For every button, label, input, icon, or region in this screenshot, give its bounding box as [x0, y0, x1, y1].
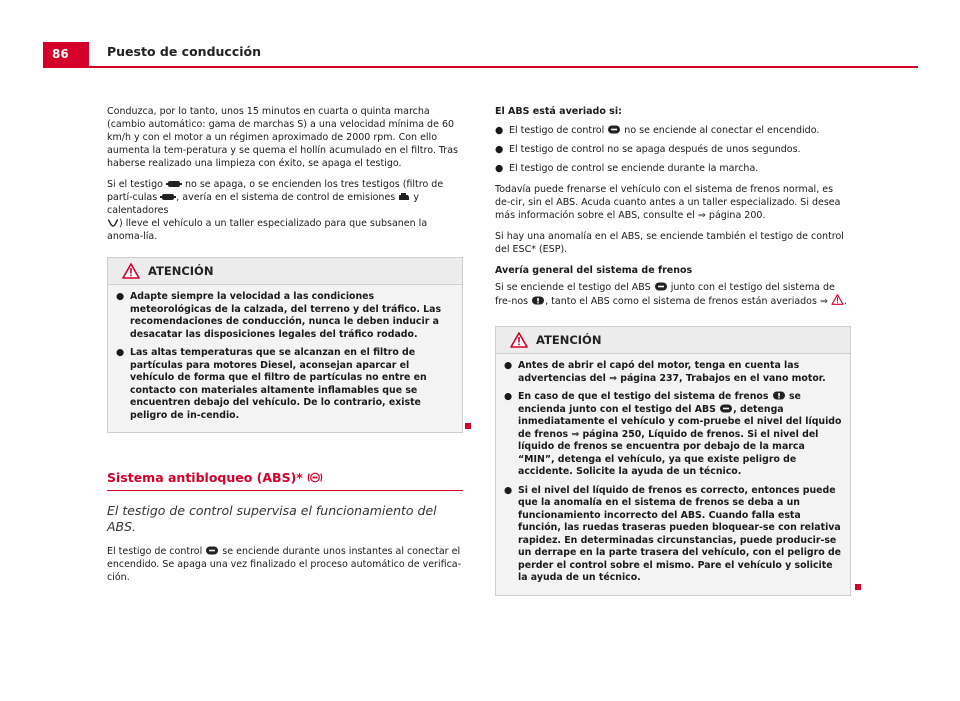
page-number: 86	[43, 42, 89, 66]
paragraph: El testigo de control se enciende durante unos instantes al conectar el encendido. Se apaga una vez finalizado el proceso automático de verifica-ción.	[107, 546, 462, 583]
warning-triangle-icon[interactable]	[831, 294, 844, 305]
left-column	[107, 105, 463, 592]
abs-icon	[307, 472, 323, 483]
list-item: ● El testigo de control se enciende durante la marcha.	[495, 163, 759, 174]
warning-header	[496, 327, 850, 354]
paragraph: Todavía puede frenarse el vehículo con el sistema de frenos normal, es de-cir, sin el ABS. Acuda cuanto antes a un taller especializado. Si desea más información sobre el ABS, consulte el ⇒ página 200.	[495, 184, 841, 221]
warning-title: ATENCIÓN	[148, 263, 214, 278]
warning-title: ATENCIÓN	[536, 332, 602, 347]
warning-box	[495, 326, 851, 596]
section-subtitle: El testigo de control supervisa el funcionamiento del ABS.	[107, 503, 437, 534]
warning-header	[108, 258, 462, 285]
header-divider	[43, 66, 918, 68]
subheading: Avería general del sistema de frenos	[495, 265, 693, 276]
paragraph: Si el testigo no se apaga, o se encienden los tres testigos (filtro de partí-culas , avería en el sistema de control de emisiones y calentadores ) lleve el vehículo a un taller especializado para que subsanen la anoma-lía.	[107, 179, 444, 242]
warning-item: ● Las altas temperaturas que se alcanzan en el filtro de partículas para motores Diesel, aconsejan aparcar el vehículo de forma que el filtro de partículas no entre en contacto con materiales altamente inflamables que se encuentren debajo del vehículo. De lo contrario, existe peligro de in-cendio.	[116, 347, 427, 421]
abs-icon	[654, 282, 668, 291]
diesel-filter-icon	[166, 180, 182, 188]
engine-emission-icon	[398, 192, 410, 201]
warning-item: ● En caso de que el testigo del sistema de frenos se encienda junto con el testigo del ABS , detenga inmediatamente el vehículo y com-pruebe el nivel del líquido de frenos ⇒ página 250, Líquido de frenos. Si el nivel del líquido de frenos se encuentra por debajo de la marca “MIN”, detenga el vehículo, ya que existe peligro de accidente. Solicite la ayuda de un técnico.	[504, 391, 842, 477]
diesel-filter-icon	[160, 193, 176, 201]
paragraph: Si se enciende el testigo del ABS junto con el testigo del sistema de fre-nos , tanto el ABS como el sistema de frenos están averiados ⇒ .	[495, 282, 847, 307]
paragraph: Conduzca, por lo tanto, unos 15 minutos en cuarta o quinta marcha (cambio automático: gama de marchas S) a una velocidad mínima de 60 km/h y con el motor a un régimen aproximado de 2000 rpm. Con ello aumenta la tem-peratura y se quema el hollín acumulado en el filtro. Tras haberse realizado una limpieza con éxito, se apaga el testigo.	[107, 106, 458, 169]
glow-plug-icon	[107, 218, 119, 227]
paragraph: Si hay una anomalía en el ABS, se enciende también el testigo de control del ESC* (ESP).	[495, 231, 844, 255]
warning-triangle-icon	[122, 263, 140, 279]
page-title: Puesto de conducción	[107, 44, 262, 59]
section-title: Sistema antibloqueo (ABS)*	[107, 471, 463, 491]
list-item: ● El testigo de control no se apaga después de unos segundos.	[495, 144, 801, 155]
brake-system-icon	[531, 296, 545, 305]
list-item: ● El testigo de control no se enciende al conectar el encendido.	[495, 125, 820, 136]
right-column	[495, 105, 851, 596]
abs-icon	[607, 125, 621, 134]
end-marker	[465, 423, 471, 429]
brake-system-icon	[772, 391, 786, 400]
warning-item: ● Adapte siempre la velocidad a las condiciones meteorológicas de la calzada, del terreno y del tráfico. Las recomendaciones de conducción, nunca le deben inducir a desacatar las disposiciones legales del tráfico rodado.	[116, 291, 442, 340]
warning-box	[107, 257, 463, 433]
abs-icon	[719, 404, 733, 413]
abs-icon	[205, 546, 219, 555]
subheading: El ABS está averiado si:	[495, 106, 622, 117]
end-marker	[855, 584, 861, 590]
warning-item: ● Antes de abrir el capó del motor, tenga en cuenta las advertencias del ⇒ página 237, Trabajos en el vano motor.	[504, 360, 826, 384]
warning-triangle-icon	[510, 332, 528, 348]
warning-item: ● Si el nivel del líquido de frenos es correcto, entonces puede que la anomalía en el sistema de frenos se deba a un funcionamiento incorrecto del ABS. Cuando falla esta función, las ruedas traseras pueden bloquear-se con relativa rapidez. En determinadas circunstancias, puede producir-se un derrape en la parte trasera del vehículo, con el peligro de perder el control sobre el mismo. Pare el vehículo y solicite la ayuda de un técnico.	[504, 484, 842, 583]
